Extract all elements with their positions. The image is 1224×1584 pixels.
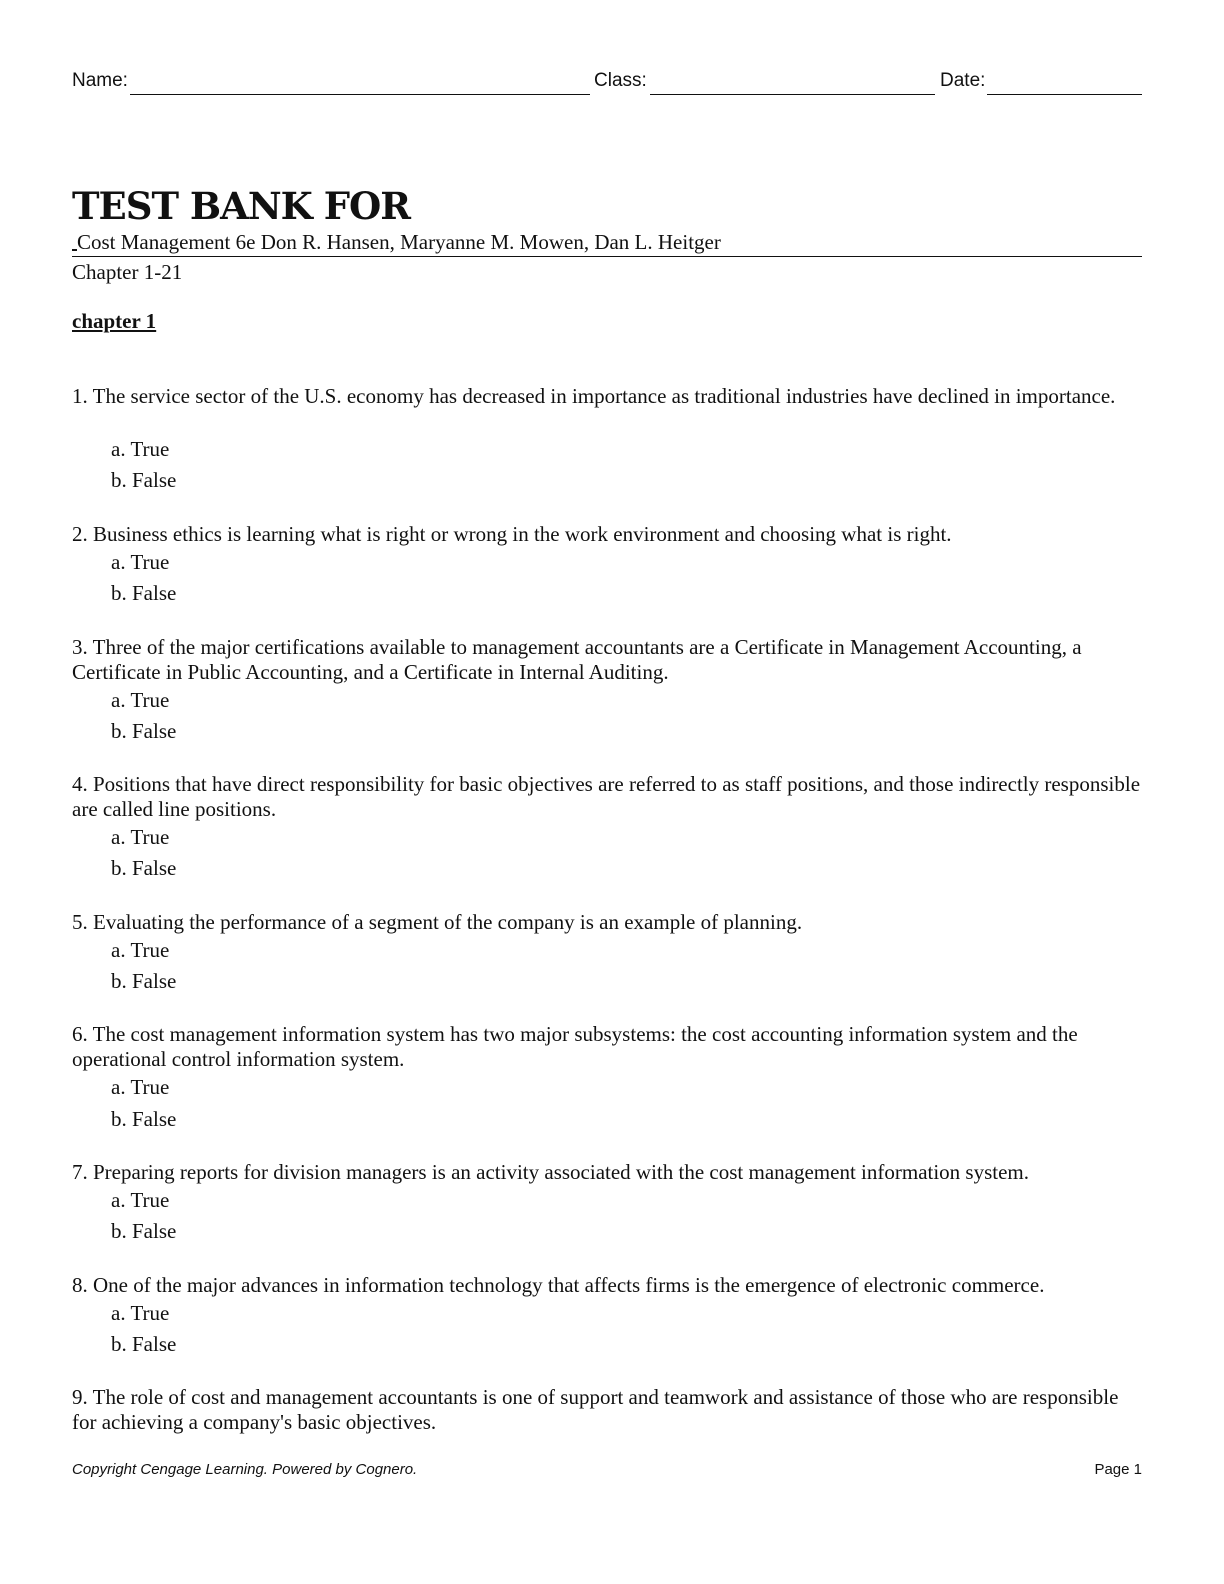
question-7-option-a[interactable]: a. True [111,1188,170,1212]
question-4: 4. Positions that have direct responsibility for basic objectives are referred to as staff positions, and those indirectly responsible are called line positions. [72,772,1141,821]
question-3-option-b[interactable]: b. False [111,719,177,743]
chapter-heading: chapter 1 [72,309,157,333]
question-8-option-b[interactable]: b. False [111,1332,177,1356]
question-8-option-a[interactable]: a. True [111,1301,170,1325]
name-field[interactable] [130,94,590,95]
question-1-option-a[interactable]: a. True [111,437,170,461]
question-4-option-a[interactable]: a. True [111,825,170,849]
question-1: 1. The service sector of the U.S. economy has decreased in importance as traditional industries have declined in importance. [72,384,1116,408]
date-label: Date: [940,70,986,91]
question-4-option-b[interactable]: b. False [111,856,177,880]
question-5-option-b[interactable]: b. False [111,969,177,993]
class-field[interactable] [650,94,935,95]
question-5: 5. Evaluating the performance of a segment of the company is an example of planning. [72,910,803,934]
question-7: 7. Preparing reports for division managers is an activity associated with the cost management information system. [72,1160,1030,1184]
date-field[interactable] [987,94,1142,95]
subtitle-text: Cost Management 6e Don R. Hansen, Maryanne M. Mowen, Dan L. Heitger [77,230,721,254]
question-2: 2. Business ethics is learning what is right or wrong in the work environment and choosing what is right. [72,522,952,546]
question-8: 8. One of the major advances in information technology that affects firms is the emergence of electronic commerce. [72,1273,1045,1297]
question-7-option-b[interactable]: b. False [111,1219,177,1243]
footer-copyright: Copyright Cengage Learning. Powered by Cognero. [72,1461,418,1478]
question-6-option-b[interactable]: b. False [111,1107,177,1131]
student-info-header [72,70,1142,98]
book-subtitle [72,230,1142,257]
chapter-range: Chapter 1-21 [72,260,183,284]
question-6: 6. The cost management information system has two major subsystems: the cost accounting information system and the operational control information system. [72,1022,1078,1071]
page-title: TEST BANK FOR [72,184,410,228]
question-5-option-a[interactable]: a. True [111,938,170,962]
class-label: Class: [594,70,647,91]
footer-page-number: Page 1 [1094,1461,1142,1478]
question-2-option-b[interactable]: b. False [111,581,177,605]
question-9: 9. The role of cost and management accountants is one of support and teamwork and assistance of those who are responsible for achieving a company's basic objectives. [72,1385,1119,1434]
question-2-option-a[interactable]: a. True [111,550,170,574]
question-3-option-a[interactable]: a. True [111,688,170,712]
name-label: Name: [72,70,128,91]
question-3: 3. Three of the major certifications available to management accountants are a Certificate in Management Accounting, a Certificate in Public Accounting, and a Certificate in Internal Auditing. [72,635,1082,684]
question-1-option-b[interactable]: b. False [111,468,177,492]
question-6-option-a[interactable]: a. True [111,1075,170,1099]
